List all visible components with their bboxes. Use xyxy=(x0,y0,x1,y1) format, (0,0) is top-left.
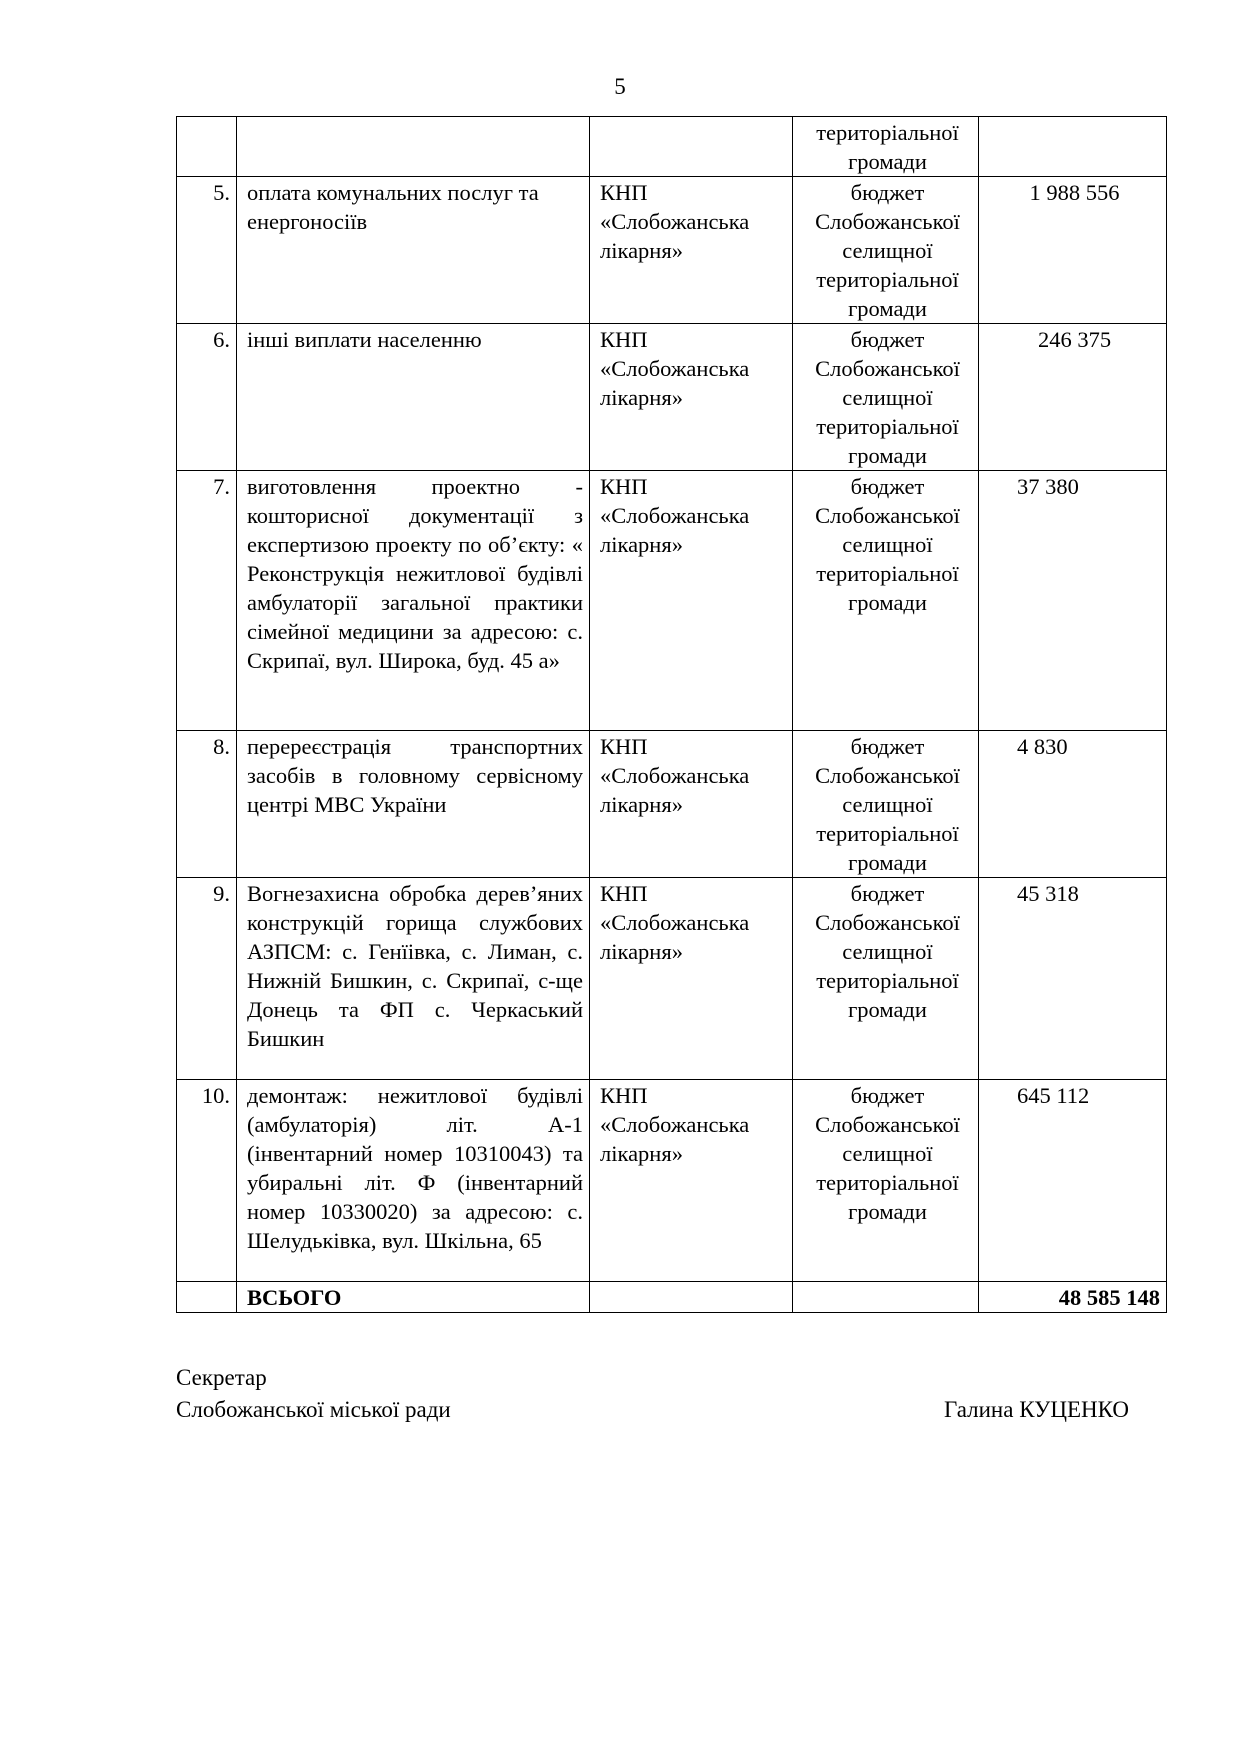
cell-executor: КНП «Слобожанська лікарня» xyxy=(590,1080,793,1282)
cell-num: 7. xyxy=(177,471,237,731)
total-label: ВСЬОГО xyxy=(237,1282,590,1313)
table-row-continued xyxy=(177,117,1167,177)
cell-amount: 4 830 xyxy=(979,731,1167,878)
cell-executor xyxy=(590,117,793,177)
table-row xyxy=(177,878,1167,1080)
total-amount: 48 585 148 xyxy=(979,1282,1167,1313)
cell-num xyxy=(177,117,237,177)
cell-amount: 37 380 xyxy=(979,471,1167,731)
cell-source: бюджет Слобожанської селищної територіальної громади xyxy=(793,177,979,324)
signature-position-line1: Секретар xyxy=(176,1365,267,1390)
cell-executor: КНП «Слобожанська лікарня» xyxy=(590,177,793,324)
cell-description: Вогнезахисна обробка дерев’яних конструкцій горища службових АЗПСМ: с. Генїівка, с. Лиман, с. Нижній Бишкин, с. Скрипаї, с-ще Донець та ФП с. Черкаський Бишкин xyxy=(237,878,590,1080)
cell-description: виготовлення проектно - кошторисної документації з експертизою проекту по об’єкту: « Реконструкція нежитлової будівлі амбулаторії загальної практики сімейної медицини за адресою: с. Скрипаї, вул. Широка, буд. 45 а» xyxy=(237,471,590,731)
cell-executor: КНП «Слобожанська лікарня» xyxy=(590,878,793,1080)
cell-num: 10. xyxy=(177,1080,237,1282)
cell-source: бюджет Слобожанської селищної територіальної громади xyxy=(793,878,979,1080)
cell-amount: 45 318 xyxy=(979,878,1167,1080)
cell-executor: КНП «Слобожанська лікарня» xyxy=(590,731,793,878)
cell-description: інші виплати населенню xyxy=(237,324,590,471)
table-row xyxy=(177,177,1167,324)
table-row xyxy=(177,731,1167,878)
budget-table xyxy=(176,116,1167,1313)
signature-position xyxy=(176,1362,451,1426)
table-row xyxy=(177,1080,1167,1282)
cell-amount: 1 988 556 xyxy=(979,177,1167,324)
cell-source: бюджет Слобожанської селищної територіальної громади xyxy=(793,731,979,878)
cell-source: бюджет Слобожанської селищної територіальної громади xyxy=(793,324,979,471)
cell-executor: КНП «Слобожанська лікарня» xyxy=(590,471,793,731)
cell-description: демонтаж: нежитлової будівлі (амбулаторія) літ. А-1 (інвентарний номер 10310043) та убиральні літ. Ф (інвентарний номер 10330020) за адресою: с. Шелудьківка, вул. Шкільна, 65 xyxy=(237,1080,590,1282)
cell-source: територіальної громади xyxy=(793,117,979,177)
cell-source: бюджет Слобожанської селищної територіальної громади xyxy=(793,1080,979,1282)
cell-source xyxy=(793,1282,979,1313)
table-row xyxy=(177,324,1167,471)
table-row xyxy=(177,471,1167,731)
cell-description: оплата комунальних послуг та енергоносіїв xyxy=(237,177,590,324)
cell-amount xyxy=(979,117,1167,177)
cell-description: перереєстрація транспортних засобів в головному сервісному центрі МВС України xyxy=(237,731,590,878)
cell-num: 8. xyxy=(177,731,237,878)
table-total-row xyxy=(177,1282,1167,1313)
cell-num xyxy=(177,1282,237,1313)
cell-amount: 246 375 xyxy=(979,324,1167,471)
signature-position-line2: Слобожанської міської ради xyxy=(176,1397,451,1422)
cell-source: бюджет Слобожанської селищної територіальної громади xyxy=(793,471,979,731)
cell-executor xyxy=(590,1282,793,1313)
cell-amount: 645 112 xyxy=(979,1080,1167,1282)
cell-num: 9. xyxy=(177,878,237,1080)
cell-num: 6. xyxy=(177,324,237,471)
cell-executor: КНП «Слобожанська лікарня» xyxy=(590,324,793,471)
page-number: 5 xyxy=(614,74,626,99)
cell-description xyxy=(237,117,590,177)
signature-name: Галина КУЦЕНКО xyxy=(944,1397,1129,1422)
cell-num: 5. xyxy=(177,177,237,324)
